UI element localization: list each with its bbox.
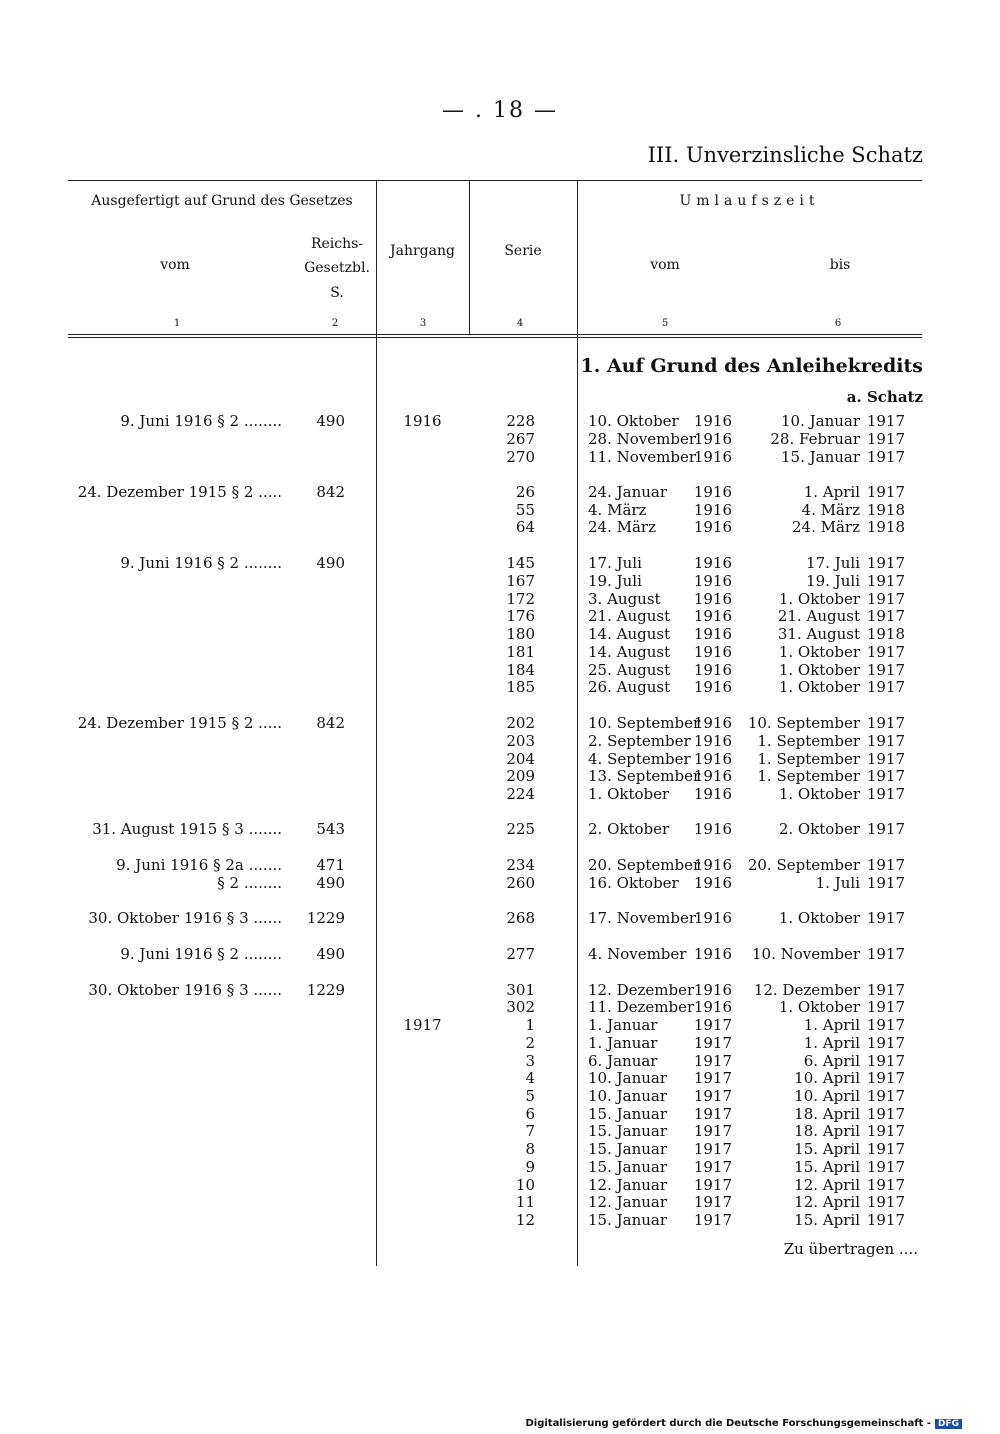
- from-date-cell: 12. Dezember: [588, 981, 695, 999]
- law-reference-cell: 30. Oktober 1916 § 3 ......: [88, 909, 282, 927]
- to-date-cell: 10. November: [751, 945, 860, 963]
- from-date-cell: 10. Oktober: [588, 412, 679, 430]
- rgbl-page-cell: 490: [316, 945, 345, 963]
- from-year-cell: 1916: [693, 625, 732, 643]
- from-year-cell: 1916: [693, 572, 732, 590]
- to-date-cell: 24. März: [792, 518, 860, 536]
- from-year-cell: 1916: [693, 412, 732, 430]
- from-date-cell: 4. März: [588, 501, 647, 519]
- column-number-1: 1: [173, 318, 181, 329]
- from-year-cell: 1916: [693, 998, 732, 1016]
- serie-cell: 209: [506, 767, 535, 785]
- to-year-cell: 1917: [866, 678, 905, 696]
- from-date-cell: 24. März: [588, 518, 656, 536]
- from-date-cell: 10. Januar: [588, 1087, 668, 1105]
- from-date-cell: 11. Dezember: [588, 998, 695, 1016]
- to-year-cell: 1918: [866, 518, 905, 536]
- to-date-cell: 1. Oktober: [778, 661, 860, 679]
- from-date-cell: 15. Januar: [588, 1140, 668, 1158]
- from-year-cell: 1917: [693, 1140, 732, 1158]
- to-date-cell: 10. Januar: [780, 412, 860, 430]
- to-date-cell: 31. August: [777, 625, 860, 643]
- to-date-cell: 12. April: [794, 1176, 860, 1194]
- from-year-cell: 1916: [693, 643, 732, 661]
- from-date-cell: 4. November: [588, 945, 687, 963]
- serie-cell: 64: [515, 518, 535, 536]
- to-year-cell: 1917: [866, 607, 905, 625]
- to-year-cell: 1917: [866, 945, 905, 963]
- serie-cell: 302: [506, 998, 535, 1016]
- from-date-cell: 25. August: [588, 661, 671, 679]
- from-date-cell: 24. Januar: [588, 483, 668, 501]
- digitization-footer: [525, 1418, 962, 1429]
- to-date-cell: 20. September: [747, 856, 860, 874]
- from-year-cell: 1916: [693, 981, 732, 999]
- to-year-cell: 1917: [866, 1052, 905, 1070]
- from-year-cell: 1916: [693, 820, 732, 838]
- jahrgang-cell: 1916: [403, 412, 442, 430]
- to-date-cell: 1. Juli: [815, 874, 860, 892]
- carry-forward-note: Zu übertragen ....: [783, 1240, 918, 1258]
- serie-cell: 9: [525, 1158, 535, 1176]
- serie-cell: 202: [506, 714, 535, 732]
- to-date-cell: 15. April: [794, 1211, 860, 1229]
- footer-text: Digitalisierung gefördert durch die Deutsche Forschungsgemeinschaft -: [525, 1418, 931, 1429]
- from-date-cell: 11. November: [588, 448, 697, 466]
- from-date-cell: 19. Juli: [588, 572, 642, 590]
- to-year-cell: 1917: [866, 732, 905, 750]
- to-year-cell: 1917: [866, 1122, 905, 1140]
- law-reference-cell: 9. Juni 1916 § 2 ........: [120, 554, 282, 572]
- to-year-cell: 1917: [866, 412, 905, 430]
- serie-cell: 167: [506, 572, 535, 590]
- from-year-cell: 1916: [693, 750, 732, 768]
- from-date-cell: 1. Oktober: [588, 785, 670, 803]
- from-date-cell: 28. November: [588, 430, 697, 448]
- law-reference-cell: 30. Oktober 1916 § 3 ......: [88, 981, 282, 999]
- header-col-jahrgang: Jahrgang: [390, 243, 455, 259]
- to-date-cell: 1. Oktober: [778, 998, 860, 1016]
- column-number-6: 6: [834, 318, 842, 329]
- from-year-cell: 1916: [693, 714, 732, 732]
- header-bottom-rule: [68, 334, 922, 335]
- from-date-cell: 26. August: [588, 678, 671, 696]
- to-date-cell: 12. Dezember: [753, 981, 860, 999]
- from-year-cell: 1916: [693, 448, 732, 466]
- from-year-cell: 1916: [693, 483, 732, 501]
- to-date-cell: 4. März: [801, 501, 860, 519]
- subsection-title: 1. Auf Grund des Anleihekredits: [580, 355, 923, 377]
- to-year-cell: 1917: [866, 1176, 905, 1194]
- law-reference-cell: 31. August 1915 § 3 .......: [92, 820, 282, 838]
- header-col-to: bis: [829, 257, 851, 273]
- page-number: — . 18 —: [442, 98, 558, 123]
- law-reference-cell: 9. Juni 1916 § 2 ........: [120, 945, 282, 963]
- from-date-cell: 15. Januar: [588, 1105, 668, 1123]
- to-year-cell: 1917: [866, 1034, 905, 1052]
- to-date-cell: 1. April: [803, 1016, 860, 1034]
- header-group-umlauf: Umlaufszeit: [679, 193, 820, 209]
- to-date-cell: 1. Oktober: [778, 590, 860, 608]
- serie-cell: 26: [515, 483, 535, 501]
- to-date-cell: 15. April: [794, 1140, 860, 1158]
- to-year-cell: 1917: [866, 856, 905, 874]
- from-date-cell: 15. Januar: [588, 1211, 668, 1229]
- from-date-cell: 16. Oktober: [588, 874, 679, 892]
- serie-cell: 225: [506, 820, 535, 838]
- from-date-cell: 15. Januar: [588, 1122, 668, 1140]
- to-date-cell: 17. Juli: [806, 554, 860, 572]
- serie-cell: 260: [506, 874, 535, 892]
- to-year-cell: 1917: [866, 643, 905, 661]
- to-year-cell: 1917: [866, 998, 905, 1016]
- to-date-cell: 1. Oktober: [778, 909, 860, 927]
- header-col-vom: vom: [160, 257, 190, 273]
- serie-cell: 268: [506, 909, 535, 927]
- serie-cell: 181: [506, 643, 535, 661]
- header-group-law: Ausgefertigt auf Grund des Gesetzes: [91, 193, 353, 209]
- to-year-cell: 1917: [866, 1087, 905, 1105]
- to-year-cell: 1917: [866, 820, 905, 838]
- to-year-cell: 1917: [866, 590, 905, 608]
- to-year-cell: 1917: [866, 448, 905, 466]
- serie-cell: 145: [506, 554, 535, 572]
- from-date-cell: 20. September: [588, 856, 701, 874]
- to-year-cell: 1917: [866, 661, 905, 679]
- to-date-cell: 1. Oktober: [778, 785, 860, 803]
- serie-cell: 6: [525, 1105, 535, 1123]
- column-divider-law: [376, 181, 377, 1266]
- to-year-cell: 1917: [866, 767, 905, 785]
- from-year-cell: 1916: [693, 501, 732, 519]
- from-year-cell: 1917: [693, 1176, 732, 1194]
- header-col-rgbl-line1: Reichs-: [310, 236, 364, 252]
- from-year-cell: 1916: [693, 678, 732, 696]
- from-year-cell: 1916: [693, 945, 732, 963]
- to-date-cell: 18. April: [794, 1122, 860, 1140]
- from-year-cell: 1916: [693, 767, 732, 785]
- section-title: III. Unverzinsliche Schatz: [647, 143, 923, 167]
- from-year-cell: 1916: [693, 874, 732, 892]
- serie-cell: 234: [506, 856, 535, 874]
- serie-cell: 184: [506, 661, 535, 679]
- serie-cell: 228: [506, 412, 535, 430]
- serie-cell: 3: [525, 1052, 535, 1070]
- to-year-cell: 1917: [866, 430, 905, 448]
- from-date-cell: 15. Januar: [588, 1158, 668, 1176]
- column-number-4: 4: [516, 318, 524, 329]
- from-date-cell: 17. November: [588, 909, 697, 927]
- serie-cell: 5: [525, 1087, 535, 1105]
- rgbl-page-cell: 543: [316, 820, 345, 838]
- serie-cell: 203: [506, 732, 535, 750]
- serie-cell: 224: [506, 785, 535, 803]
- serie-cell: 2: [525, 1034, 535, 1052]
- to-date-cell: 19. Juli: [806, 572, 860, 590]
- from-year-cell: 1916: [693, 856, 732, 874]
- to-date-cell: 2. Oktober: [778, 820, 860, 838]
- to-year-cell: 1917: [866, 1069, 905, 1087]
- serie-cell: 10: [515, 1176, 535, 1194]
- from-year-cell: 1916: [693, 590, 732, 608]
- column-number-2: 2: [331, 318, 339, 329]
- serie-cell: 4: [525, 1069, 535, 1087]
- to-date-cell: 10. April: [794, 1069, 860, 1087]
- from-year-cell: 1917: [693, 1069, 732, 1087]
- to-date-cell: 10. September: [747, 714, 860, 732]
- column-number-5: 5: [661, 318, 669, 329]
- from-year-cell: 1916: [693, 554, 732, 572]
- to-year-cell: 1917: [866, 554, 905, 572]
- to-date-cell: 21. August: [777, 607, 860, 625]
- to-year-cell: 1917: [866, 981, 905, 999]
- from-date-cell: 14. August: [588, 625, 671, 643]
- from-year-cell: 1916: [693, 661, 732, 679]
- from-year-cell: 1917: [693, 1122, 732, 1140]
- from-year-cell: 1917: [693, 1034, 732, 1052]
- from-year-cell: 1917: [693, 1211, 732, 1229]
- header-col-rgbl-line2: Gesetzbl.: [304, 260, 370, 276]
- from-year-cell: 1916: [693, 607, 732, 625]
- to-date-cell: 1. Oktober: [778, 643, 860, 661]
- rgbl-page-cell: 842: [316, 714, 345, 732]
- rgbl-page-cell: 1229: [306, 909, 345, 927]
- to-year-cell: 1918: [866, 501, 905, 519]
- to-date-cell: 1. April: [803, 483, 860, 501]
- column-number-3: 3: [419, 318, 427, 329]
- to-date-cell: 12. April: [794, 1193, 860, 1211]
- to-year-cell: 1917: [866, 714, 905, 732]
- from-year-cell: 1917: [693, 1087, 732, 1105]
- header-col-serie: Serie: [504, 243, 542, 259]
- jahrgang-cell: 1917: [403, 1016, 442, 1034]
- to-year-cell: 1917: [866, 909, 905, 927]
- to-year-cell: 1917: [866, 572, 905, 590]
- from-date-cell: 3. August: [588, 590, 661, 608]
- serie-cell: 7: [525, 1122, 535, 1140]
- to-date-cell: 28. Februar: [770, 430, 860, 448]
- to-date-cell: 1. September: [757, 732, 860, 750]
- from-date-cell: 6. Januar: [588, 1052, 658, 1070]
- serie-cell: 267: [506, 430, 535, 448]
- rgbl-page-cell: 471: [316, 856, 345, 874]
- table-top-rule: [68, 180, 922, 181]
- law-reference-cell: 24. Dezember 1915 § 2 .....: [77, 483, 282, 501]
- from-date-cell: 13. September: [588, 767, 701, 785]
- to-year-cell: 1917: [866, 1105, 905, 1123]
- to-year-cell: 1917: [866, 1158, 905, 1176]
- from-year-cell: 1916: [693, 732, 732, 750]
- to-date-cell: 15. Januar: [780, 448, 860, 466]
- to-year-cell: 1917: [866, 483, 905, 501]
- to-date-cell: 1. April: [803, 1034, 860, 1052]
- to-date-cell: 1. September: [757, 767, 860, 785]
- serie-cell: 270: [506, 448, 535, 466]
- rgbl-page-cell: 490: [316, 554, 345, 572]
- from-year-cell: 1916: [693, 785, 732, 803]
- rgbl-page-cell: 1229: [306, 981, 345, 999]
- from-date-cell: 10. September: [588, 714, 701, 732]
- serie-cell: 180: [506, 625, 535, 643]
- serie-cell: 277: [506, 945, 535, 963]
- to-year-cell: 1917: [866, 785, 905, 803]
- from-date-cell: 1. Januar: [588, 1034, 658, 1052]
- from-date-cell: 17. Juli: [588, 554, 642, 572]
- serie-cell: 1: [525, 1016, 535, 1034]
- rgbl-page-cell: 842: [316, 483, 345, 501]
- from-year-cell: 1917: [693, 1105, 732, 1123]
- to-date-cell: 1. Oktober: [778, 678, 860, 696]
- law-reference-cell: 9. Juni 1916 § 2a .......: [116, 856, 282, 874]
- from-date-cell: 12. Januar: [588, 1176, 668, 1194]
- from-date-cell: 14. August: [588, 643, 671, 661]
- from-year-cell: 1916: [693, 430, 732, 448]
- serie-cell: 8: [525, 1140, 535, 1158]
- serie-cell: 55: [515, 501, 535, 519]
- serie-cell: 204: [506, 750, 535, 768]
- from-date-cell: 1. Januar: [588, 1016, 658, 1034]
- law-reference-cell: 9. Juni 1916 § 2 ........: [120, 412, 282, 430]
- to-year-cell: 1917: [866, 1193, 905, 1211]
- to-date-cell: 15. April: [794, 1158, 860, 1176]
- from-date-cell: 4. September: [588, 750, 691, 768]
- subsubsection-title: a. Schatz: [846, 388, 923, 406]
- from-year-cell: 1917: [693, 1193, 732, 1211]
- serie-cell: 172: [506, 590, 535, 608]
- serie-cell: 12: [515, 1211, 535, 1229]
- serie-cell: 301: [506, 981, 535, 999]
- to-year-cell: 1917: [866, 1016, 905, 1034]
- from-year-cell: 1917: [693, 1158, 732, 1176]
- to-date-cell: 6. April: [803, 1052, 860, 1070]
- from-date-cell: 21. August: [588, 607, 671, 625]
- from-year-cell: 1916: [693, 518, 732, 536]
- to-date-cell: 18. April: [794, 1105, 860, 1123]
- from-date-cell: 2. Oktober: [588, 820, 670, 838]
- from-date-cell: 2. September: [588, 732, 691, 750]
- law-reference-cell: § 2 ........: [217, 874, 282, 892]
- dfg-logo: DFG: [935, 1419, 962, 1429]
- to-date-cell: 1. September: [757, 750, 860, 768]
- to-date-cell: 10. April: [794, 1087, 860, 1105]
- from-year-cell: 1917: [693, 1052, 732, 1070]
- header-bottom-rule-2: [68, 337, 922, 338]
- header-col-from: vom: [650, 257, 680, 273]
- to-year-cell: 1917: [866, 1211, 905, 1229]
- to-year-cell: 1918: [866, 625, 905, 643]
- from-year-cell: 1916: [693, 909, 732, 927]
- serie-cell: 11: [515, 1193, 535, 1211]
- serie-cell: 176: [506, 607, 535, 625]
- rgbl-page-cell: 490: [316, 412, 345, 430]
- to-year-cell: 1917: [866, 1140, 905, 1158]
- column-divider-serie: [577, 181, 578, 1266]
- law-reference-cell: 24. Dezember 1915 § 2 .....: [77, 714, 282, 732]
- header-col-rgbl-line3: S.: [330, 285, 344, 301]
- rgbl-page-cell: 490: [316, 874, 345, 892]
- from-year-cell: 1917: [693, 1016, 732, 1034]
- from-date-cell: 10. Januar: [588, 1069, 668, 1087]
- serie-cell: 185: [506, 678, 535, 696]
- to-year-cell: 1917: [866, 750, 905, 768]
- from-date-cell: 12. Januar: [588, 1193, 668, 1211]
- to-year-cell: 1917: [866, 874, 905, 892]
